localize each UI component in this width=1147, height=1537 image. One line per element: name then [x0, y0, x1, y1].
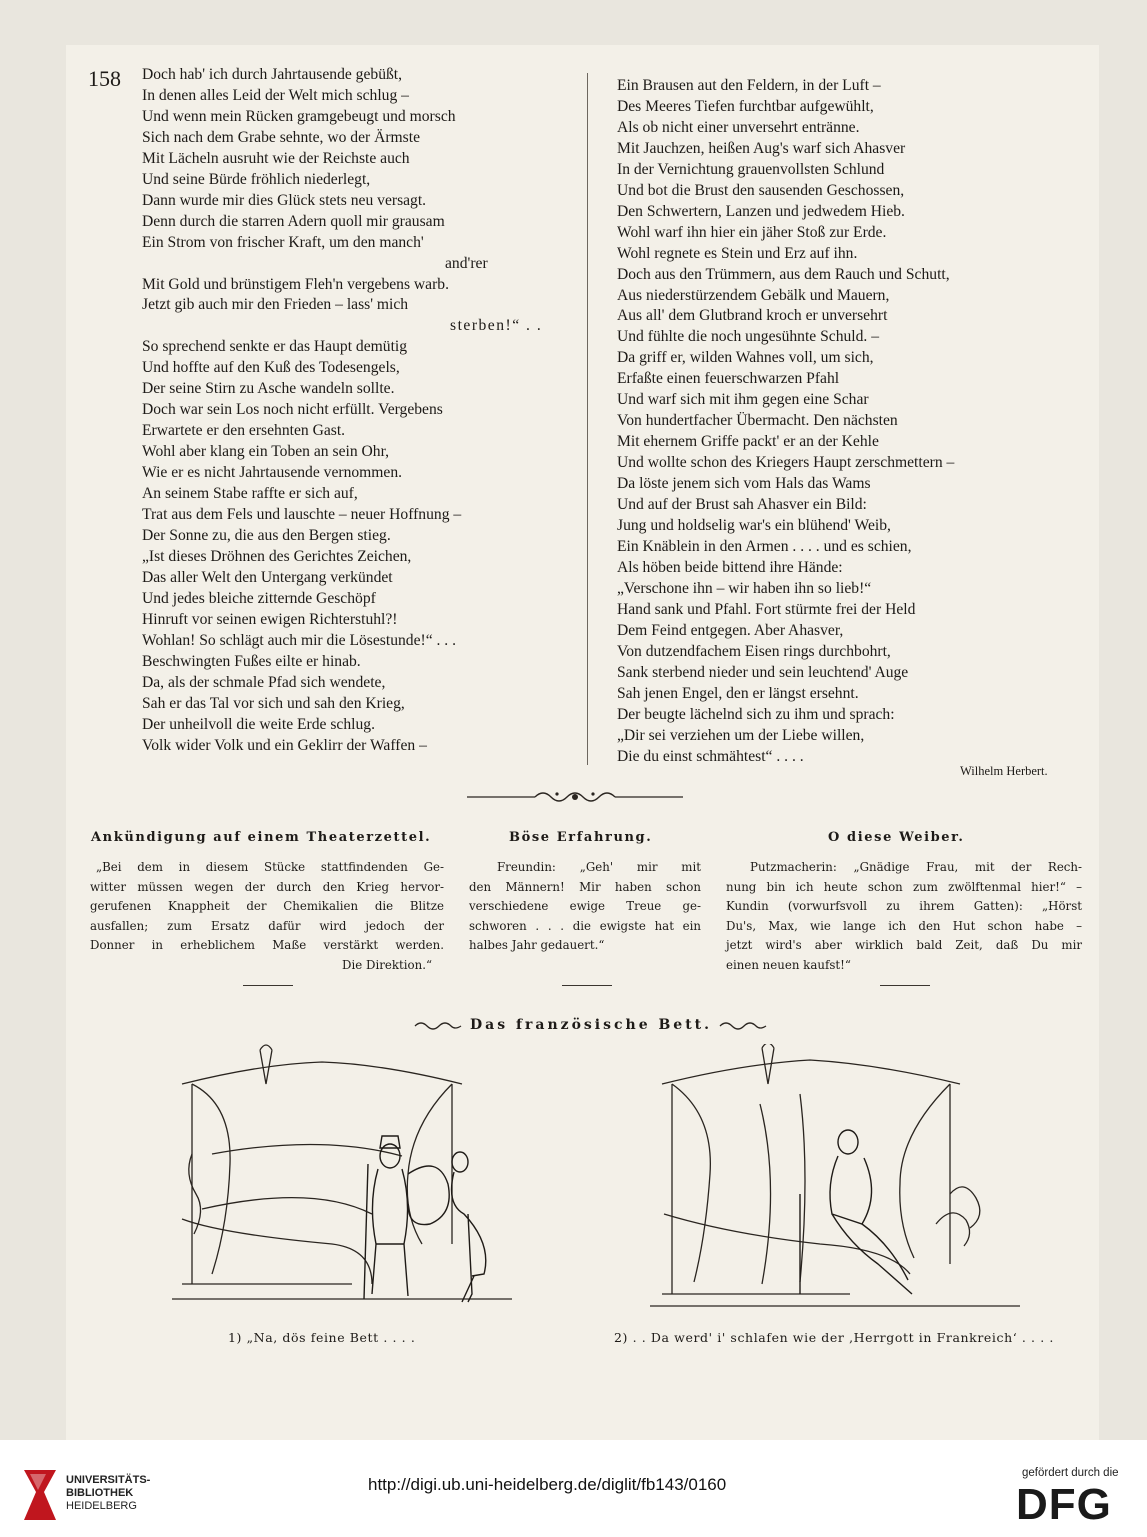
poem-line: Als ob nicht einer unversehrt entränne.	[617, 118, 860, 136]
anecdote-line: den Männern! Mir haben schon	[469, 879, 701, 894]
poem-line: Mit Lächeln ausruht wie der Reichste auch	[142, 149, 410, 167]
poem-line: Wohl warf ihn hier ein jäher Stoß zur Erde.	[617, 223, 887, 241]
poem-line: Wohlan! So schlägt auch mir die Lösestunde!“ . . .	[142, 631, 457, 649]
library-name-line: BIBLIOTHEK	[66, 1487, 134, 1499]
poem-line: Der Sonne zu, die aus den Bergen stieg.	[142, 526, 391, 544]
poem-line: Und seine Bürde fröhlich niederlegt,	[142, 170, 371, 188]
anecdote-line: nung bin ich heute schon zum zwölftenmal hier!“ –	[726, 879, 1082, 894]
column-divider	[587, 73, 588, 765]
caption-2: 2) . . Da werd' i' schlafen wie der ‚Herrgott in Frankreich‘ . . . .	[614, 1330, 1054, 1345]
poem-line: Als höben beide bittend ihre Hände:	[617, 558, 843, 576]
poem-line: In denen alles Leid der Welt mich schlug –	[142, 86, 409, 104]
author-signature: Wilhelm Herbert.	[960, 764, 1048, 778]
rule	[243, 985, 293, 986]
poem-line: „Ist dieses Dröhnen des Gerichtes Zeichen,	[142, 547, 412, 565]
poem-line: Und bot die Brust den sausenden Geschossen,	[617, 181, 905, 199]
poem-line: Ein Knäblein in den Armen . . . . und es schien,	[617, 537, 912, 555]
anecdote-line: halbes Jahr gedauert.“	[469, 938, 605, 953]
poem-line: Doch aus den Trümmern, aus dem Rauch und Schutt,	[617, 265, 950, 283]
poem-line: Erwartete er den ersehnten Gast.	[142, 422, 346, 440]
anecdote-line: „Bei dem in diesem Stücke stattfindenden Ge-	[96, 860, 444, 874]
poem-line: Der unheilvoll die weite Erde schlug.	[142, 715, 375, 733]
poem-line: Trat aus dem Fels und lauschte – neuer Hoffnung –	[142, 506, 462, 524]
poem-line: Das aller Welt den Untergang verkündet	[142, 568, 393, 586]
anecdote-line: Du's, Max, wie lange ich den Hut schon habe –	[726, 918, 1082, 933]
university-library-logo-icon[interactable]	[16, 1466, 60, 1524]
illustration-sleeping-bed	[650, 1044, 1030, 1322]
poem-line: Doch hab' ich durch Jahrtausende gebüßt,	[142, 66, 403, 83]
dfg-logo[interactable]: DFG	[1016, 1480, 1112, 1529]
caption-1: 1) „Na, dös feine Bett . . . .	[228, 1330, 416, 1345]
university-library-name	[66, 1474, 150, 1513]
poem-line: „Verschone ihn – wir haben ihn so lieb!“	[617, 579, 872, 597]
poem-line: Ein Brausen aut den Feldern, in der Luft –	[617, 77, 881, 94]
poem-line: Mit Jauchzen, heißen Aug's warf sich Ahasver	[617, 139, 906, 157]
rule	[562, 985, 612, 986]
poem-line: Der seine Stirn zu Asche wandeln sollte.	[142, 380, 395, 398]
poem-line: Beschwingten Fußes eilte er hinab.	[142, 652, 361, 670]
illustration-soldier-bed	[172, 1044, 524, 1322]
poem-line: Die du einst schmähtest“ . . . .	[617, 747, 804, 765]
anecdote-body-3	[726, 858, 1082, 976]
anecdote-line: Freundin: „Geh' mir mit	[497, 860, 701, 874]
poem-line: So sprechend senkte er das Haupt demütig	[142, 338, 408, 356]
poem-line: sterben!“ . .	[450, 317, 543, 335]
poem-line: Und wollte schon des Kriegers Haupt zerschmettern –	[617, 454, 955, 472]
poem-line: Der beugte lächelnd sich zu ihm und sprach:	[617, 705, 895, 723]
poem-line: Und warf sich mit ihm gegen eine Schar	[617, 391, 869, 409]
anecdote-line: schworen . . . die ewigste hat ein	[469, 918, 701, 933]
poem-line: Von dutzendfachem Eisen rings durchbohrt,	[617, 642, 891, 660]
poem-line: and'rer	[445, 254, 488, 272]
poem-line: Jung und holdselig war's ein blühend' Weib,	[617, 517, 891, 535]
page-number: 158	[88, 66, 121, 91]
poem-line: Und auf der Brust sah Ahasver ein Bild:	[617, 496, 867, 514]
anecdote-body-1	[90, 858, 444, 976]
library-name-line: UNIVERSITÄTS-	[66, 1474, 151, 1486]
poem-line: Wohl regnete es Stein und Erz auf ihn.	[617, 244, 858, 262]
poem-line: Da löste jenem sich vom Hals das Wams	[617, 475, 871, 493]
cartoon-title: Das französische Bett.	[470, 1017, 713, 1033]
poem-line: Denn durch die starren Adern quoll mir grausam	[142, 212, 445, 230]
poem-line: Doch war sein Los noch nicht erfüllt. Vergebens	[142, 401, 443, 419]
poem-line: Sank sterbend nieder und sein leuchtend' Auge	[617, 663, 909, 681]
poem-line: Sah er das Tal vor sich und sah den Krieg,	[142, 694, 405, 712]
poem-line: Von hundertfacher Übermacht. Den nächsten	[617, 412, 898, 430]
poem-line: Und fühlte die noch ungesühnte Schuld. –	[617, 328, 880, 346]
funding-label: gefördert durch die	[1022, 1467, 1119, 1479]
poem-line: Volk wider Volk und ein Geklirr der Waffen –	[142, 736, 427, 754]
poem-line: Da, als der schmale Pfad sich wendete,	[142, 673, 386, 691]
poem-line: Ein Strom von frischer Kraft, um den manch'	[142, 233, 424, 251]
poem-line: Und wenn mein Rücken gramgebeugt und morsch	[142, 107, 456, 125]
poem-line: An seinem Stabe raffte er sich auf,	[142, 485, 358, 503]
divider-ornament	[465, 789, 685, 805]
poem-line: Und jedes bleiche zitternde Geschöpf	[142, 589, 376, 607]
flourish-left	[413, 1019, 465, 1033]
poem-line: Wohl aber klang ein Toben an sein Ohr,	[142, 443, 390, 461]
poem-line: Sah jenen Engel, den er längst ersehnt.	[617, 684, 859, 702]
anecdote-line: einen neuen kaufst!“	[726, 957, 851, 972]
poem-left-column	[142, 65, 562, 756]
poem-line: Sich nach dem Grabe sehnte, wo der Ärmste	[142, 128, 420, 146]
anecdote-line: gerufenen Knappheit der Chemikalien die Blitze	[90, 899, 444, 914]
poem-line: Wie er es nicht Jahrtausende vernommen.	[142, 464, 403, 482]
anecdote-line: verschiedene ewige Treue ge-	[469, 899, 701, 914]
poem-line: Mit ehernem Griffe packt' er an der Kehle	[617, 433, 879, 451]
anecdote-line: Donner in erheblichem Maße verstärkt werden.	[90, 938, 444, 953]
anecdote-title-3: O diese Weiber.	[828, 830, 965, 845]
anecdote-line: Kundin (vorwurfsvoll zu ihrem Gatten): „Hörst	[726, 899, 1082, 914]
poem-line: Und hoffte auf den Kuß des Todesengels,	[142, 359, 400, 377]
flourish-right	[718, 1019, 770, 1033]
poem-line: Jetzt gib auch mir den Frieden – lass' mich	[142, 296, 409, 314]
poem-line: Hand sank und Pfahl. Fort stürmte frei der Held	[617, 600, 916, 618]
poem-line: Aus niederstürzendem Gebälk und Mauern,	[617, 286, 890, 304]
poem-line: Da griff er, wilden Wahnes voll, um sich,	[617, 349, 874, 367]
poem-line: Dann wurde mir dies Glück stets neu versagt.	[142, 191, 427, 209]
anecdote-title-1: Ankündigung auf einem Theaterzettel.	[91, 830, 432, 845]
poem-line: Mit Gold und brünstigem Fleh'n vergebens warb.	[142, 275, 449, 293]
anecdote-line: Putzmacherin: „Gnädige Frau, mit der Rech-	[750, 860, 1082, 874]
rule	[880, 985, 930, 986]
poem-line: Aus all' dem Glutbrand kroch er unversehrt	[617, 307, 888, 325]
poem-line: Den Schwertern, Lanzen und jedwedem Hieb.	[617, 202, 905, 220]
library-name-line: HEIDELBERG	[66, 1500, 137, 1512]
anecdote-line: witter müssen wegen der durch den Krieg hervor-	[90, 879, 444, 894]
poem-right-column	[617, 76, 1067, 767]
poem-line: Erfaßte einen feuerschwarzen Pfahl	[617, 370, 840, 388]
permalink-url[interactable]: http://digi.ub.uni-heidelberg.de/diglit/fb143/0160	[368, 1475, 727, 1494]
anecdote-body-2	[469, 858, 701, 956]
anecdote-title-2: Böse Erfahrung.	[509, 830, 653, 845]
anecdote-line: ausfallen; zum Ersatz dafür wird jedoch der	[90, 918, 444, 933]
anecdote-line: jetzt wird's aber wirklich bald Zeit, daß Du mir	[726, 938, 1082, 953]
poem-line: Dem Feind entgegen. Aber Ahasver,	[617, 621, 844, 639]
anecdote-line: Die Direktion.“	[342, 957, 432, 972]
poem-line: „Dir sei verziehen um der Liebe willen,	[617, 726, 865, 744]
poem-line: Des Meeres Tiefen furchtbar aufgewühlt,	[617, 97, 874, 115]
poem-line: In der Vernichtung grauenvollsten Schlund	[617, 160, 885, 178]
poem-line: Hinruft vor seinen ewigen Richterstuhl?!	[142, 610, 398, 628]
